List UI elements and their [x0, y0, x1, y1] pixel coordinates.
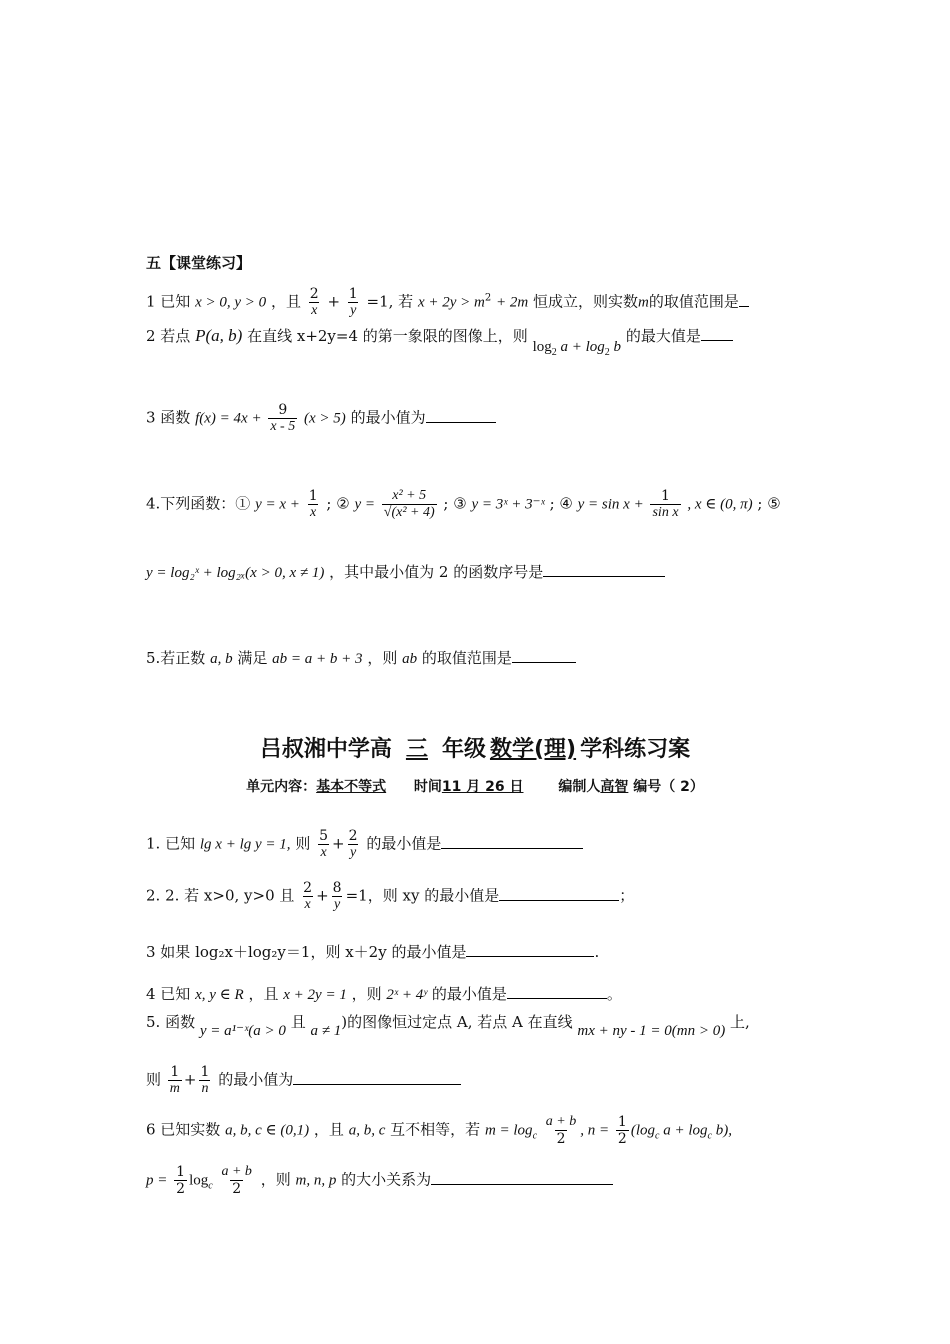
- subscript: c: [707, 1130, 712, 1142]
- exercise-4-line2: [146, 562, 665, 583]
- fraction: [331, 880, 344, 913]
- frac-den: 2: [232, 1181, 242, 1197]
- q-end: ；: [619, 886, 635, 905]
- title-grade: 三: [405, 737, 428, 762]
- fraction: [301, 880, 314, 913]
- q-prefix: 5.若正数: [146, 649, 206, 667]
- q-eq: =1, 若: [366, 292, 414, 311]
- q-tail: ，则 xy 的最小值是: [367, 886, 500, 905]
- separator: ; ②: [326, 494, 350, 513]
- frac-num: 1: [617, 1114, 627, 1130]
- q-mid: 在直线 x+2y=4 的第一象限的图像上，则: [247, 327, 528, 345]
- frac-den: x: [310, 505, 317, 520]
- fraction: [347, 286, 360, 319]
- math-func: y = a¹⁻ˣ(a > 0: [199, 1023, 286, 1039]
- q-tail: 的大小关系为: [341, 1170, 432, 1189]
- practice-3: [146, 942, 599, 962]
- math-n-tail: (log: [630, 1122, 655, 1139]
- math-cond: x + 2y = 1: [283, 987, 347, 1003]
- fraction: [616, 1114, 629, 1147]
- answer-blank[interactable]: [441, 834, 583, 849]
- math-cond: , x ∈ (0, π): [687, 496, 753, 513]
- frac-num: 9: [278, 402, 288, 418]
- subtitle: [0, 776, 950, 796]
- q-prefix: 6 已知实数: [146, 1120, 221, 1139]
- number-label: 编号（ 2）: [633, 779, 704, 795]
- math-cond: (x > 5): [304, 410, 346, 427]
- math-ineq: x + 2y > m: [417, 294, 485, 311]
- frac-num: a + b: [545, 1114, 577, 1129]
- exercise-2: [146, 326, 733, 358]
- q-mid: )的图像恒过定点 A, 若点 A 在直线: [341, 1013, 573, 1031]
- practice-6-line2: [146, 1164, 613, 1197]
- q-prefix: 1. 已知: [146, 834, 196, 853]
- math-vars: a, b: [210, 651, 233, 667]
- fraction: [347, 828, 360, 861]
- frac-den: sin x: [652, 505, 679, 520]
- frac-den: x - 5: [270, 419, 296, 434]
- frac-den: y: [334, 897, 341, 912]
- frac-num: 5: [319, 828, 329, 844]
- frac-den: 2: [176, 1181, 186, 1197]
- frac-den: y: [350, 303, 357, 318]
- frac-den: x: [304, 897, 311, 912]
- unit-value: 基本不等式: [316, 779, 387, 795]
- fraction: [219, 1164, 253, 1197]
- q-tail: 的取值范围是: [421, 649, 512, 667]
- time-label: 时间: [413, 779, 442, 795]
- q-tail: 的取值范围是: [648, 292, 739, 311]
- math-fx: f(x) = 4x +: [195, 410, 262, 427]
- practice-4: [146, 984, 622, 1005]
- editor-value: 高智: [600, 779, 629, 795]
- q-prefix: 4.下列函数：①: [146, 494, 251, 513]
- practice-5: [146, 1012, 750, 1039]
- q-tail: 的最小值为: [350, 408, 426, 427]
- answer-blank[interactable]: [507, 984, 607, 999]
- practice-1: 1. 已知 lg x + lg y = 1, 则 $\frac{5}{x}$ + $\frac{2}{y}$ 的最小值是: [146, 828, 583, 861]
- q-tail: 的最小值是: [366, 834, 442, 853]
- superscript: 2: [484, 292, 492, 304]
- math-f3: y = 3ˣ + 3⁻ˣ: [471, 496, 545, 513]
- answer-blank[interactable]: [739, 292, 749, 307]
- math-n-end: b),: [711, 1122, 732, 1139]
- frac-den: m: [169, 1081, 180, 1096]
- math-f4: y = sin x +: [577, 496, 644, 513]
- frac-den: 2: [556, 1131, 566, 1147]
- q-mid3: ，则: [260, 1170, 291, 1189]
- section-heading: 五【课堂练习】: [146, 254, 252, 272]
- frac-num: x² + 5: [392, 488, 427, 503]
- q-tail: 的最小值为: [218, 1070, 294, 1089]
- q-tail: 的最小值是: [431, 985, 507, 1003]
- separator: ; ⑤: [757, 494, 781, 513]
- frac-den: y: [349, 845, 357, 860]
- math-n-mid: a + log: [659, 1122, 708, 1139]
- math-m: m = log: [484, 1122, 533, 1139]
- math-n: , n =: [580, 1122, 610, 1139]
- frac-num: 2: [303, 880, 313, 896]
- title-school: 吕叔湘中学高: [259, 737, 392, 762]
- frac-num: 2: [309, 286, 319, 302]
- q-prefix: 5. 函数: [146, 1013, 196, 1031]
- frac-den: √(x² + 4): [383, 505, 435, 520]
- subscript: 2: [551, 347, 557, 358]
- q-mid: ，且: [313, 1120, 344, 1139]
- answer-blank[interactable]: [701, 326, 733, 341]
- plus: +: [327, 292, 341, 311]
- math-vars: a, b, c ∈ (0,1): [225, 1122, 310, 1139]
- math-line: mx + ny - 1 = 0(mn > 0): [577, 1023, 726, 1039]
- q-eq: =1: [345, 886, 368, 905]
- practice-2: 2. 2. 若 x>0, y>0 且 $\frac{2}{x}$ + $\frac{8}{y}$ =1，则 xy 的最小值是 ；: [146, 880, 635, 912]
- q-tail: 的最大值是: [625, 327, 701, 345]
- math-eq: ab = a + b + 3: [272, 651, 363, 667]
- frac-num: 1: [200, 1064, 210, 1080]
- fraction: [308, 286, 321, 319]
- frac-num: 1: [308, 488, 318, 504]
- log-word: log: [189, 1172, 209, 1189]
- math-vars: x, y ∈ R: [195, 987, 244, 1003]
- frac-num: 1: [348, 286, 358, 302]
- q-tail: ，其中最小值为 2 的函数序号是: [329, 563, 544, 581]
- q-text: 3 如果 log₂x＋log₂y＝1，则 x＋2y 的最小值是: [146, 943, 467, 961]
- practice-5-line2: 则 $\frac{1}{m}$ + $\frac{1}{n}$ 的最小值为: [146, 1064, 461, 1097]
- subscript: c: [532, 1130, 538, 1142]
- frac-den: x: [320, 845, 327, 860]
- fraction: [382, 488, 437, 521]
- answer-blank[interactable]: [512, 648, 576, 663]
- math-ineq2: + 2m: [496, 294, 529, 311]
- math-f2: y =: [354, 496, 375, 513]
- math-cond: lg x + lg y = 1,: [199, 836, 291, 853]
- title-subject: 数学(理): [489, 737, 577, 762]
- q-prefix: 1 已知: [146, 292, 191, 311]
- fraction: [168, 1064, 182, 1097]
- frac-num: 1: [176, 1164, 186, 1180]
- exercise-4: [146, 488, 781, 521]
- math-var: ab: [402, 651, 418, 667]
- subscript: c: [655, 1130, 660, 1142]
- q-mid: 则: [295, 834, 311, 853]
- fraction: [650, 488, 680, 521]
- log-word: log: [532, 339, 552, 355]
- time-value: 11 月 26 日: [441, 779, 524, 795]
- subscript: c: [208, 1180, 213, 1192]
- q-mid: 满足: [237, 649, 268, 667]
- math-cond: x > 0, y > 0: [195, 294, 267, 311]
- math-p: p =: [146, 1172, 168, 1189]
- answer-blank[interactable]: [431, 1170, 613, 1185]
- subscript: 2: [604, 347, 610, 358]
- math-cond: a ≠ 1: [310, 1023, 342, 1039]
- frac-den: x: [311, 303, 318, 318]
- unit-label: 单元内容：: [246, 779, 317, 795]
- q-end: 。: [606, 985, 622, 1003]
- q-mid2: ，则: [351, 985, 382, 1003]
- frac-num: 1: [661, 488, 670, 504]
- q-end: 上,: [730, 1013, 750, 1031]
- page-title: [0, 732, 950, 763]
- q-suffix: 恒成立，则实数: [533, 292, 639, 311]
- math-var: a + log: [556, 339, 605, 355]
- exercise-3: [146, 402, 496, 435]
- fraction: [174, 1164, 187, 1197]
- q-end: .: [594, 943, 600, 961]
- math-vars2: a, b, c: [348, 1122, 386, 1139]
- q-mid2: 互不相等，若: [390, 1120, 481, 1139]
- frac-num: 1: [170, 1064, 180, 1080]
- q-prefix: 3 函数: [146, 408, 191, 427]
- answer-blank[interactable]: [543, 562, 665, 577]
- title-grade-label: 年级: [441, 737, 486, 762]
- math-vars3: m, n, p: [295, 1172, 337, 1189]
- frac-num: 2: [348, 828, 358, 844]
- q-mid2: ，则: [367, 649, 398, 667]
- fraction: [544, 1114, 578, 1147]
- title-suffix: 学科练习案: [580, 737, 691, 762]
- q-prefix: 则: [146, 1070, 162, 1089]
- q-and: 且: [290, 1013, 306, 1031]
- q-mid: ，且: [248, 985, 279, 1003]
- separator: ; ④: [549, 494, 573, 513]
- answer-blank[interactable]: [426, 408, 496, 423]
- q-prefix: 4 已知: [146, 985, 191, 1003]
- math-f1: y = x +: [255, 496, 300, 513]
- math-f5: y = log₂ˣ + log₂ₓ(x > 0, x ≠ 1): [146, 565, 325, 581]
- fraction: [317, 828, 330, 861]
- answer-blank[interactable]: [293, 1070, 461, 1085]
- exercise-5: [146, 648, 576, 669]
- fraction: [268, 402, 297, 435]
- frac-num: 8: [332, 880, 342, 896]
- separator: ; ③: [443, 494, 467, 513]
- math-expr: 2ˣ + 4ʸ: [386, 987, 428, 1003]
- frac-den: n: [201, 1081, 209, 1096]
- q-prefix: 2 若点: [146, 327, 191, 345]
- editor-label: 编制人: [558, 779, 601, 795]
- fraction: [199, 1064, 212, 1097]
- q-mid: ，且: [270, 292, 301, 311]
- frac-num: a + b: [221, 1164, 252, 1179]
- q-prefix: 2. 2. 若 x>0, y>0 且: [146, 886, 295, 905]
- fraction: [307, 488, 320, 521]
- math-point: P(a, b): [195, 326, 243, 345]
- frac-den: 2: [617, 1131, 627, 1147]
- answer-blank[interactable]: [466, 942, 594, 957]
- log-expr: [532, 339, 622, 358]
- practice-6: [146, 1114, 732, 1147]
- math-var: m: [638, 294, 649, 311]
- exercise-1: [146, 286, 749, 319]
- math-var: b: [609, 339, 622, 355]
- answer-blank[interactable]: [499, 886, 619, 901]
